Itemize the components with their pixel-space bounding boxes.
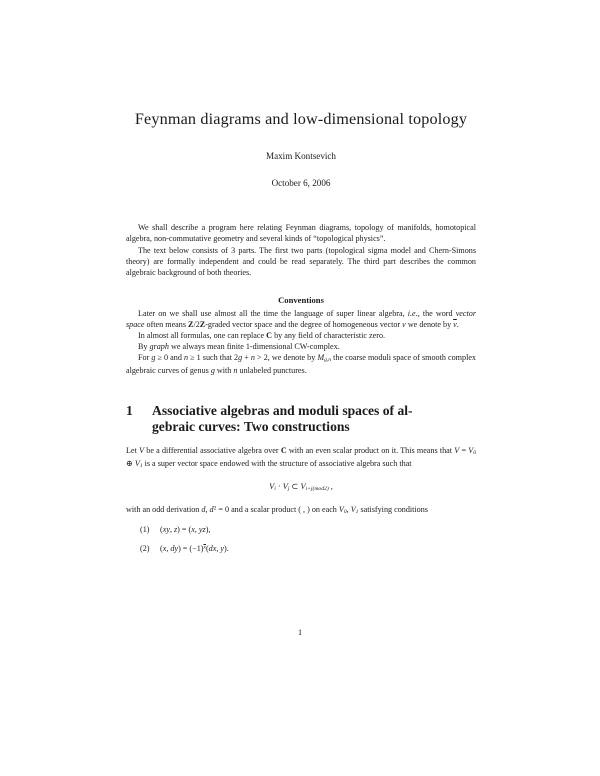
author-name: Maxim Kontsevich [266, 151, 336, 162]
condition-2-marker: (2) [140, 544, 150, 554]
conventions-heading: Conventions [278, 294, 324, 305]
s1-var-v1: V [134, 458, 140, 468]
c2-dx: dx [208, 544, 217, 554]
conv-p4-moduli-subscript: g,n [324, 357, 332, 364]
pe-t2: = 0 and a scalar product ( , ) on each [216, 504, 339, 514]
c2-y: y [220, 544, 225, 554]
c2-p2: , [166, 544, 171, 554]
conv-p1-mid4: -graded vector space and the degree of homogeneous vector [205, 319, 403, 329]
conv-p1-bold-z2: Z [199, 319, 206, 329]
condition-item-2 [126, 535, 476, 554]
s1-var-v2: V [454, 445, 460, 455]
conv-p2-bold-c: C [266, 330, 273, 340]
page-title: Feynman diagrams and low-dimensional topology [134, 110, 468, 128]
conv-p1-var-v: v [402, 319, 406, 329]
c2-p1: ( [160, 544, 163, 554]
pe-var-v0: V [338, 504, 344, 514]
conv-p3-post: we always mean finite 1-dimensional CW-complex. [168, 341, 340, 351]
conv-p4-n2: n [250, 352, 255, 362]
condition-1-marker: (1) [140, 525, 150, 535]
s1-t4: ⊕ [126, 458, 135, 468]
conv-p1-ie: i.e. [407, 308, 418, 318]
conv-p4-t2: ≥ 1 such that 2 [188, 352, 239, 362]
c1-p5: ), [205, 525, 211, 535]
c1-p3: ) = ( [177, 525, 192, 535]
c1-x: x [191, 525, 195, 535]
s1-t1: be a differential associative algebra over [144, 445, 281, 455]
c1-z: z [174, 525, 178, 535]
conv-p1-mid3: /2 [193, 319, 200, 329]
pe-t1: , [205, 504, 210, 514]
eq-rhs-v: V [300, 482, 306, 492]
c2-p4: ( [205, 544, 209, 554]
c2-x: x [162, 544, 167, 554]
c1-p4: , [194, 525, 199, 535]
publication-date: October 6, 2006 [271, 178, 331, 189]
conv-p4-g1: g [151, 352, 156, 362]
section-1-heading [126, 376, 476, 445]
s1-v1-subscript: 1 [139, 462, 143, 469]
conv-p1-vector-space: vector space [126, 308, 476, 329]
eq-lhs-v2-sub: j [287, 486, 290, 493]
conv-p4-g2: g [238, 352, 243, 362]
intro-paragraph-2: The text below consists of 3 parts. The first two parts (topological sigma model and Chern-Simons theory) are formally independent and could be read separately. The third part describes the common algebraic background of both theories. [126, 245, 476, 277]
conv-p1-pre: Later on we shall use almost all the time the language of super linear algebra, [138, 308, 408, 318]
condition-1-formula [160, 524, 210, 535]
s1-bold-c: C [280, 445, 287, 455]
c1-xy: xy [162, 525, 170, 535]
conventions-paragraph-3 [126, 341, 476, 352]
pe-var-v1: V [350, 504, 356, 514]
pe-pre: with an odd derivation [126, 504, 202, 514]
section-title [152, 403, 476, 436]
eq-lhs-v1: V [269, 482, 275, 492]
eq-subset-symbol: ⊂ [289, 482, 301, 492]
c2-dy: dy [170, 544, 179, 554]
pe-t3: satisfying conditions [358, 504, 428, 514]
s1-t3: = [459, 445, 469, 455]
conv-p4-n1: n [184, 352, 189, 362]
conv-p1-mid5: we denote by [405, 319, 454, 329]
conv-p4-t6: with [214, 365, 234, 375]
s1-t2: with an even scalar product on it. This means that [286, 445, 455, 455]
s1-v0-subscript: 0 [473, 450, 477, 457]
post-equation-paragraph [126, 504, 476, 517]
pe-comma: , [346, 504, 351, 514]
conv-p4-t5: the coarse moduli space of smooth complex algebraic curves of genus [126, 352, 476, 375]
eq-dot: · [275, 482, 283, 492]
s1-var-v0: V [468, 445, 474, 455]
conv-p1-var-vbar: $\overline{v}$ [453, 319, 457, 329]
c1-p1: ( [160, 525, 163, 535]
intro-paragraph-1: We shall describe a program here relating Feynman diagrams, topology of manifolds, homotopical algebra, non-commutative geometry and several kinds of “topological physics”. [126, 223, 476, 244]
conv-p4-t1: ≥ 0 and [155, 352, 184, 362]
conv-p4-t7: unlabeled punctures. [237, 365, 307, 375]
c1-yz: yz [198, 525, 206, 535]
eq-lhs-v2: V [282, 482, 288, 492]
conventions-paragraph-4 [126, 352, 476, 376]
conventions-paragraph-1 [126, 308, 476, 330]
section-number: 1 [126, 402, 133, 418]
text-column [126, 0, 476, 554]
pe-d-exponent: 2 [213, 505, 217, 512]
conv-p4-t3: + [242, 352, 251, 362]
conv-p3-graph: graph [149, 341, 169, 351]
conv-p4-t4: > 2, we denote by [254, 352, 318, 362]
conventions-paragraph-2 [126, 330, 476, 341]
eq-rhs-sub: i+j(mod2) [305, 486, 329, 493]
conv-p2-post: by any field of characteristic zero. [272, 330, 386, 340]
display-equation [126, 470, 476, 503]
pe-v1-sub: 1 [355, 508, 359, 515]
conv-p4-g3: g [210, 365, 215, 375]
s1-var-v: V [139, 445, 145, 455]
conv-p4-moduli-symbol: M [317, 352, 325, 362]
section-title-line-1: Associative algebras and moduli spaces of al- [152, 402, 413, 418]
page-number: 1 [297, 628, 303, 637]
eq-lhs-v1-sub: i [274, 486, 276, 493]
conv-p4-n3: n [233, 365, 238, 375]
pe-var-d2: d [209, 504, 214, 514]
conv-p2-pre: In almost all formulas, one can replace [138, 330, 267, 340]
condition-item-1 [126, 516, 476, 535]
s1-pre: Let [126, 445, 140, 455]
conv-p1-end: . [456, 319, 459, 329]
c1-p2: , [169, 525, 174, 535]
conv-p1-bold-z1: Z [188, 319, 194, 329]
condition-2-formula [160, 543, 229, 554]
conv-p4-pre: For [138, 352, 152, 362]
section-title-line-2: gebraic curves: Two constructions [152, 419, 350, 435]
c2-p6: ). [224, 544, 229, 554]
conv-p3-pre: By [138, 341, 150, 351]
pe-v0-sub: 0 [343, 508, 347, 515]
conv-p1-mid1: , the word [417, 308, 456, 318]
c2-p3: ) = (−1) [178, 544, 204, 554]
section-1-paragraph [126, 445, 476, 470]
conv-p1-mid2: often means [144, 319, 189, 329]
s1-t5: is a super vector space endowed with the structure of associative algebra such that [142, 458, 412, 468]
c2-p5: , [216, 544, 221, 554]
c2-exponent-xbar: x [203, 544, 206, 551]
pe-var-d: d [201, 504, 206, 514]
eq-comma: , [328, 482, 333, 492]
